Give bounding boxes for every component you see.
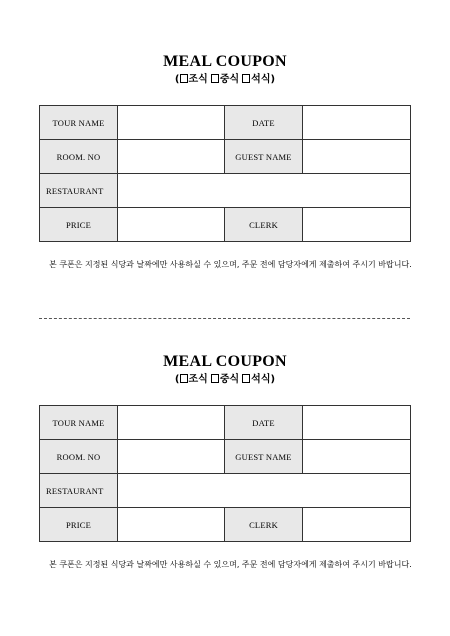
guest-name-label: GUEST NAME: [225, 440, 303, 474]
coupon-title: MEAL COUPON: [163, 353, 287, 370]
table-row: [40, 140, 411, 174]
coupon-title: MEAL COUPON: [163, 53, 287, 70]
price-label: PRICE: [40, 208, 118, 242]
room-no-field[interactable]: [118, 440, 225, 474]
room-no-label: ROOM. NO: [40, 440, 118, 474]
coupon-info-table: [39, 105, 411, 242]
checkbox-icon[interactable]: [211, 74, 219, 83]
meal-option-lunch[interactable]: 중식: [211, 374, 239, 385]
meal-option-breakfast[interactable]: 조식: [180, 374, 208, 385]
table-row: [40, 208, 411, 242]
checkbox-icon[interactable]: [180, 74, 188, 83]
tour-name-field[interactable]: [118, 406, 225, 440]
guest-name-field[interactable]: [303, 440, 411, 474]
coupon-info-table: [39, 405, 411, 542]
checkbox-icon[interactable]: [242, 374, 250, 383]
table-row: [40, 508, 411, 542]
restaurant-field[interactable]: [118, 474, 411, 508]
tour-name-label: TOUR NAME: [40, 106, 118, 140]
date-label: DATE: [225, 106, 303, 140]
usage-notice: 본 쿠폰은 지정된 식당과 날짜에만 사용하실 수 있으며, 주문 전에 담당자에게 제출하여 주시기 바랍니다.: [49, 260, 412, 269]
meal-option-lunch[interactable]: 중식: [211, 74, 239, 85]
checkbox-icon[interactable]: [180, 374, 188, 383]
date-field[interactable]: [303, 406, 411, 440]
room-no-field[interactable]: [118, 140, 225, 174]
guest-name-label: GUEST NAME: [225, 140, 303, 174]
restaurant-label: RESTAURANT: [40, 474, 118, 508]
restaurant-label: RESTAURANT: [40, 174, 118, 208]
checkbox-icon[interactable]: [242, 74, 250, 83]
table-row: [40, 106, 411, 140]
tour-name-field[interactable]: [118, 106, 225, 140]
clerk-field[interactable]: [303, 508, 411, 542]
price-label: PRICE: [40, 508, 118, 542]
tour-name-label: TOUR NAME: [40, 406, 118, 440]
room-no-label: ROOM. NO: [40, 140, 118, 174]
meal-option-breakfast[interactable]: 조식: [180, 74, 208, 85]
date-label: DATE: [225, 406, 303, 440]
clerk-field[interactable]: [303, 208, 411, 242]
price-field[interactable]: [118, 208, 225, 242]
cut-line-divider: [39, 318, 410, 319]
table-row: [40, 174, 411, 208]
meal-type-options: ( 조식 중식 석식): [174, 374, 276, 385]
meal-option-dinner[interactable]: 석식: [242, 74, 270, 85]
meal-option-dinner[interactable]: 석식: [242, 374, 270, 385]
table-row: [40, 474, 411, 508]
clerk-label: CLERK: [225, 208, 303, 242]
clerk-label: CLERK: [225, 508, 303, 542]
table-row: [40, 406, 411, 440]
checkbox-icon[interactable]: [211, 374, 219, 383]
price-field[interactable]: [118, 508, 225, 542]
restaurant-field[interactable]: [118, 174, 411, 208]
meal-type-options: ( 조식 중식 석식): [174, 74, 276, 85]
usage-notice: 본 쿠폰은 지정된 식당과 날짜에만 사용하실 수 있으며, 주문 전에 담당자에게 제출하여 주시기 바랍니다.: [49, 560, 412, 569]
table-row: [40, 440, 411, 474]
guest-name-field[interactable]: [303, 140, 411, 174]
date-field[interactable]: [303, 106, 411, 140]
